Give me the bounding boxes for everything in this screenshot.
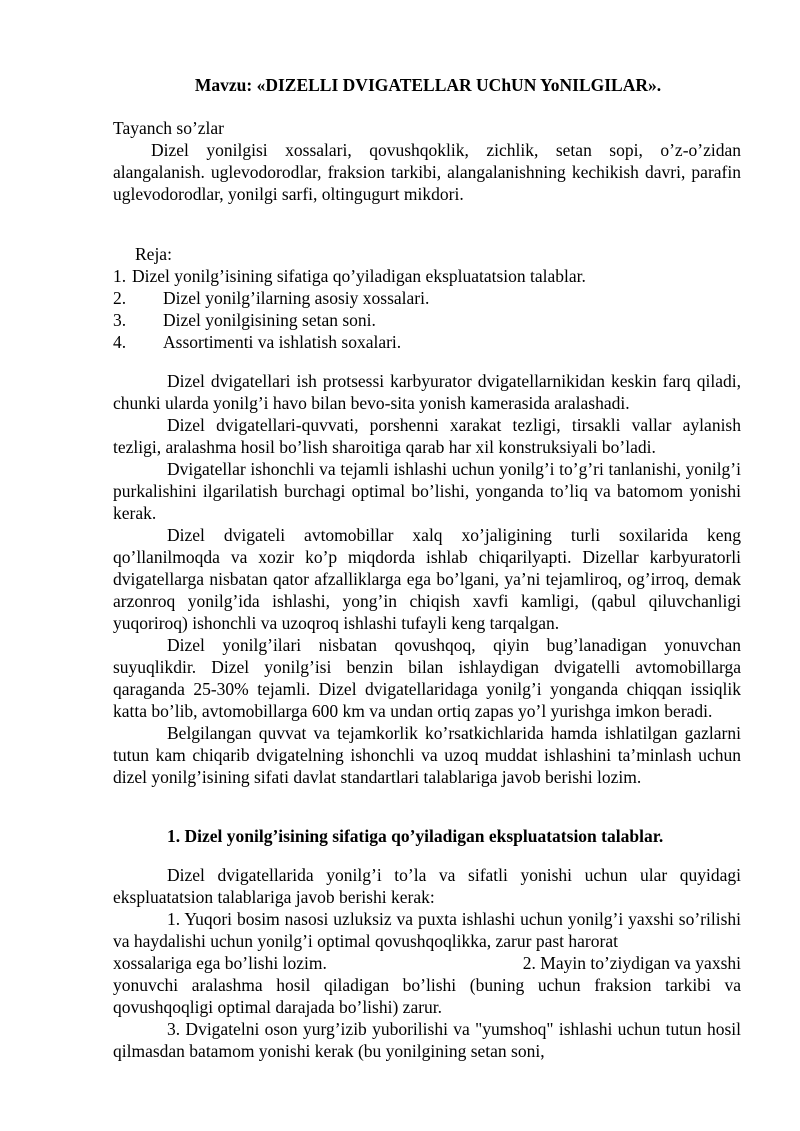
- plan-item-number: 2.: [113, 288, 127, 308]
- body-text: [113, 370, 741, 788]
- paragraph: Dizel dvigateli avtomobillar xalq xo’jaligining turli soxilarida keng qo’llanilmoqda va xozir ko’p miqdorda ishlab chiqarilyapti. Dizellar karbyuratorli dvigatellarga nisbatan qator afzalliklarga ega bo’lgani, ya’ni tejamliroq, og’irroq, demak arzonroq yonilg’ida ishlashi, yong’in chiqish xavfi kamligi, (qabul qiluvchanligi yuqoriroq) ishonchli va uzoqroq ishlashi tufayli keng tarqalgan.: [113, 525, 741, 633]
- paragraph: Dizel yonilg’ilari nisbatan qovushqoq, qiyin bug’lanadigan yonuvchan suyuqlikdir. Dizel yonilg’isi benzin bilan ishlaydigan dvigatelli avtomobillarga qaraganda 25-30% tejamli. Dizel dvigatellaridaga yonilg’i yonganda chiqqan issiqlik katta bo’lib, avtomobillarga 600 km va undan ortiq zapas yo’l yurishga imkon beradi.: [113, 635, 741, 721]
- paragraph: Dvigatellar ishonchli va tejamli ishlashi uchun yonilg’i to’g’ri tanlanishi, yonilg’i purkalishini ilgarilatish burchagi optimal bo’lishi, yonganda to’liq va batomom yonishi kerak.: [113, 459, 741, 523]
- plan-item-number: 1.: [113, 266, 127, 286]
- requirement-2-head: 2. Mayin to’ziydigan va yaxshi: [522, 953, 741, 973]
- paragraph: Belgilangan quvvat va tejamkorlik ko’rsatkichlarida hamda ishlatilgan gazlarni tutun kam chiqarib dvigatelning ishonchli va uzoq muddat ishlashini ta’minlash uchun dizel yonilg’isining sifati davlat standartlari talablariga javob berishi lozim.: [113, 723, 741, 787]
- section-1-intro: Dizel dvigatellarida yonilg’i to’la va sifatli yonishi uchun ular quyidagi ekspluatatsion talablariga javob berishi kerak:: [113, 865, 741, 907]
- plan-item: [113, 265, 741, 287]
- plan-item-number: 4.: [113, 332, 127, 352]
- keywords-heading: Tayanch so’zlar: [113, 118, 225, 138]
- paragraph: Dizel dvigatellari-quvvati, porshenni xarakat tezligi, tirsakli vallar aylanish tezligi, aralashma hosil bo’lish sharoitiga qarab har xil konstruksiyali bo’ladi.: [113, 415, 741, 457]
- keywords-paragraph: [113, 139, 741, 205]
- keywords-text: Dizel yonilgisi xossalari, qovushqoklik, zichlik, setan sopi, o’z-o’zidan alangalanish. uglevodorodlar, fraksion tarkibi, alangalanishning kechikish davri, parafin uglevodorodlar, yonilgi sarfi, oltingugurt mikdori.: [113, 140, 741, 204]
- requirement-2: yonuvchi aralashma hosil qiladigan bo’lishi (buning uchun fraksion tarkibi va qovushqoqligi optimal darajada bo’lishi) zarur.: [113, 975, 741, 1017]
- plan-item: [113, 331, 741, 353]
- plan-item: [113, 287, 741, 309]
- plan-item: [113, 309, 741, 331]
- plan-item-text: Dizel yonilg’ilarning asosiy xossalari.: [163, 288, 430, 308]
- requirement-split-line: [113, 952, 741, 974]
- requirement-3: 3. Dvigatelni oson yurg’izib yuborilishi va "yumshoq" ishlashi uchun tutun hosil qilmasdan batamom yonishi kerak (bu yonilgining setan soni,: [113, 1019, 741, 1061]
- section-1-heading: 1. Dizel yonilg’isining sifatiga qo’yiladigan ekspluatatsion talablar.: [167, 826, 664, 846]
- plan-item-text: Assortimenti va ishlatish soxalari.: [163, 332, 402, 352]
- requirement-1: 1. Yuqori bosim nasosi uzluksiz va puxta ishlashi uchun yonilg’i yaxshi so’rilishi va haydalishi uchun yonilg’i optimal qovushqoqlikka, zarur past harorat: [113, 909, 741, 951]
- section-heading: [113, 825, 741, 847]
- plan-item-text: Dizel yonilg’isining sifatiga qo’yiladigan ekspluatatsion talablar.: [132, 266, 586, 286]
- plan-item-text: Dizel yonilgisining setan soni.: [163, 310, 376, 330]
- plan-item-number: 3.: [113, 310, 127, 330]
- paragraph: Dizel dvigatellari ish protsessi karbyurator dvigatellarnikidan keskin farq qiladi, chunki ularda yonilg’i havo bilan bevo-sita yonish kamerasida aralashadi.: [113, 371, 741, 413]
- plan-list: [113, 265, 741, 353]
- section-1-body: [113, 864, 741, 1062]
- requirement-1-tail: xossalariga ega bo’lishi lozim.: [113, 953, 327, 973]
- plan-heading: Reja:: [135, 244, 172, 264]
- document-title: Mavzu: «DIZELLI DVIGATELLAR UChUN YoNILGILAR».: [194, 75, 662, 95]
